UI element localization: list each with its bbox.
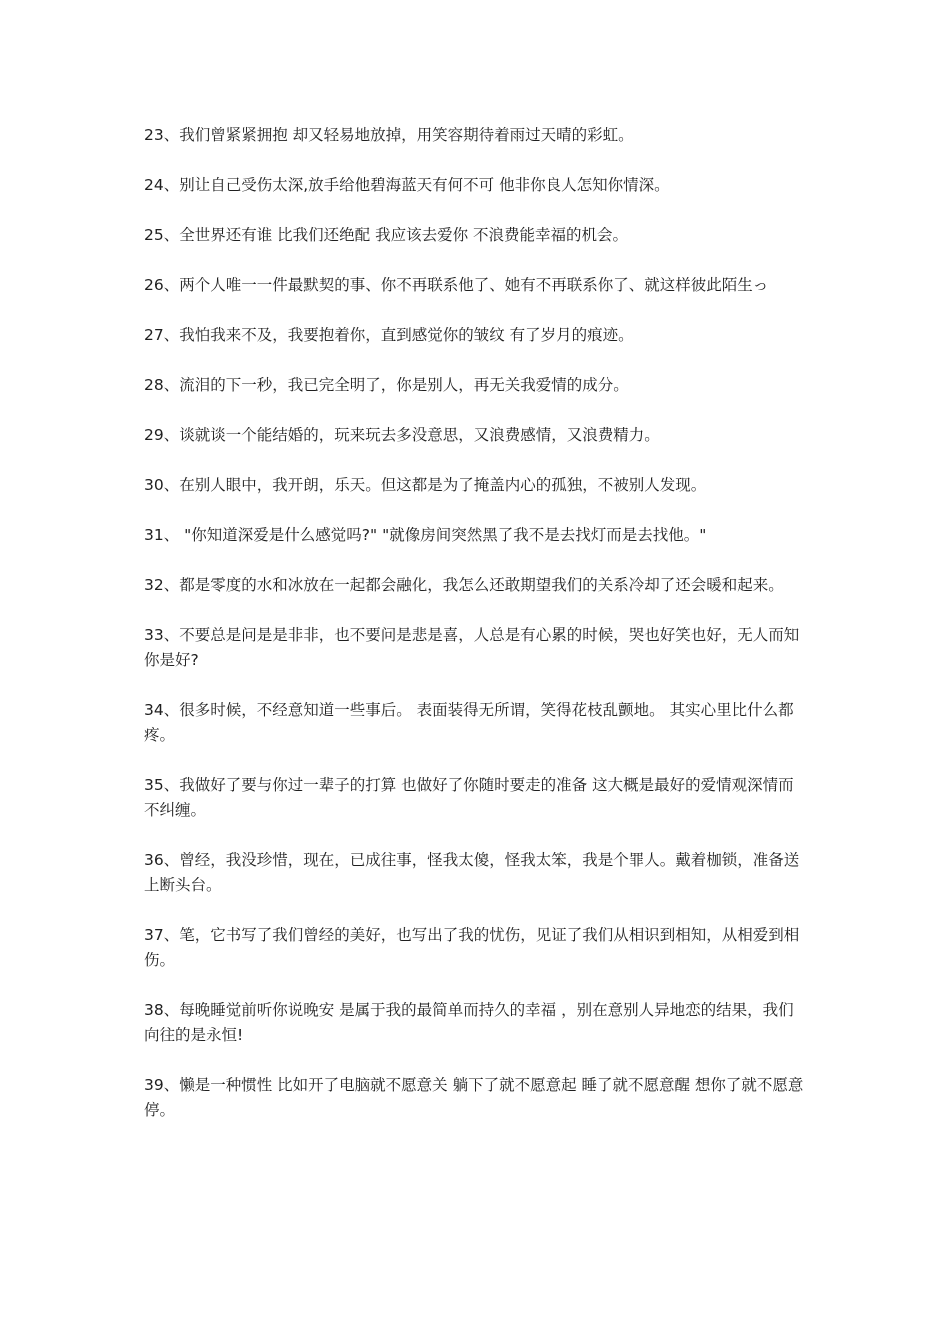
paragraph-30: 30、在别人眼中，我开朗，乐天。但这都是为了掩盖内心的孤独，不被别人发现。 <box>144 476 707 494</box>
paragraph-23: 23、我们曾紧紧拥抱 却又轻易地放掉，用笑容期待着雨过天晴的彩虹。 <box>144 126 634 144</box>
paragraph-31: 31、 "你知道深爱是什么感觉吗?" "就像房间突然黑了我不是去找灯而是去找他。" <box>144 526 707 544</box>
paragraph-37: 37、笔，它书写了我们曾经的美好，也写出了我的忧伤，见证了我们从相识到相知，从相爱到相伤。 <box>144 926 800 969</box>
paragraph-33: 33、不要总是问是是非非，也不要问是悲是喜，人总是有心累的时候，哭也好笑也好，无人而知你是好? <box>144 626 800 669</box>
paragraph-36: 36、曾经，我没珍惜，现在，已成往事，怪我太傻，怪我太笨，我是个罪人。戴着枷锁，准备送上断头台。 <box>144 851 800 894</box>
paragraph-26: 26、两个人唯一一件最默契的事、你不再联系他了、她有不再联系你了、就这样彼此陌生っ <box>144 276 769 294</box>
document-body <box>144 123 809 1148</box>
paragraph-24: 24、别让自己受伤太深,放手给他碧海蓝天有何不可 他非你良人怎知你情深。 <box>144 176 670 194</box>
paragraph-29: 29、谈就谈一个能结婚的，玩来玩去多没意思，又浪费感情，又浪费精力。 <box>144 426 660 444</box>
paragraph-28: 28、流泪的下一秒，我已完全明了，你是别人，再无关我爱情的成分。 <box>144 376 629 394</box>
paragraph-32: 32、都是零度的水和冰放在一起都会融化，我怎么还敢期望我们的关系冷却了还会暖和起来。 <box>144 576 784 594</box>
paragraph-34: 34、很多时候，不经意知道一些事后。 表面装得无所谓，笑得花枝乱颤地。 其实心里比什么都疼。 <box>144 701 794 744</box>
paragraph-25: 25、全世界还有谁 比我们还绝配 我应该去爱你 不浪费能幸福的机会。 <box>144 226 629 244</box>
paragraph-38: 38、每晚睡觉前听你说晚安 是属于我的最简单而持久的幸福 ，别在意别人异地恋的结果，我们向往的是永恒! <box>144 1001 794 1044</box>
paragraph-27: 27、我怕我来不及，我要抱着你，直到感觉你的皱纹 有了岁月的痕迹。 <box>144 326 634 344</box>
paragraph-39: 39、懒是一种惯性 比如开了电脑就不愿意关 躺下了就不愿意起 睡了就不愿意醒 想你了就不愿意停。 <box>144 1076 804 1119</box>
paragraph-35: 35、我做好了要与你过一辈子的打算 也做好了你随时要走的准备 这大概是最好的爱情观深情而不纠缠。 <box>144 776 794 819</box>
